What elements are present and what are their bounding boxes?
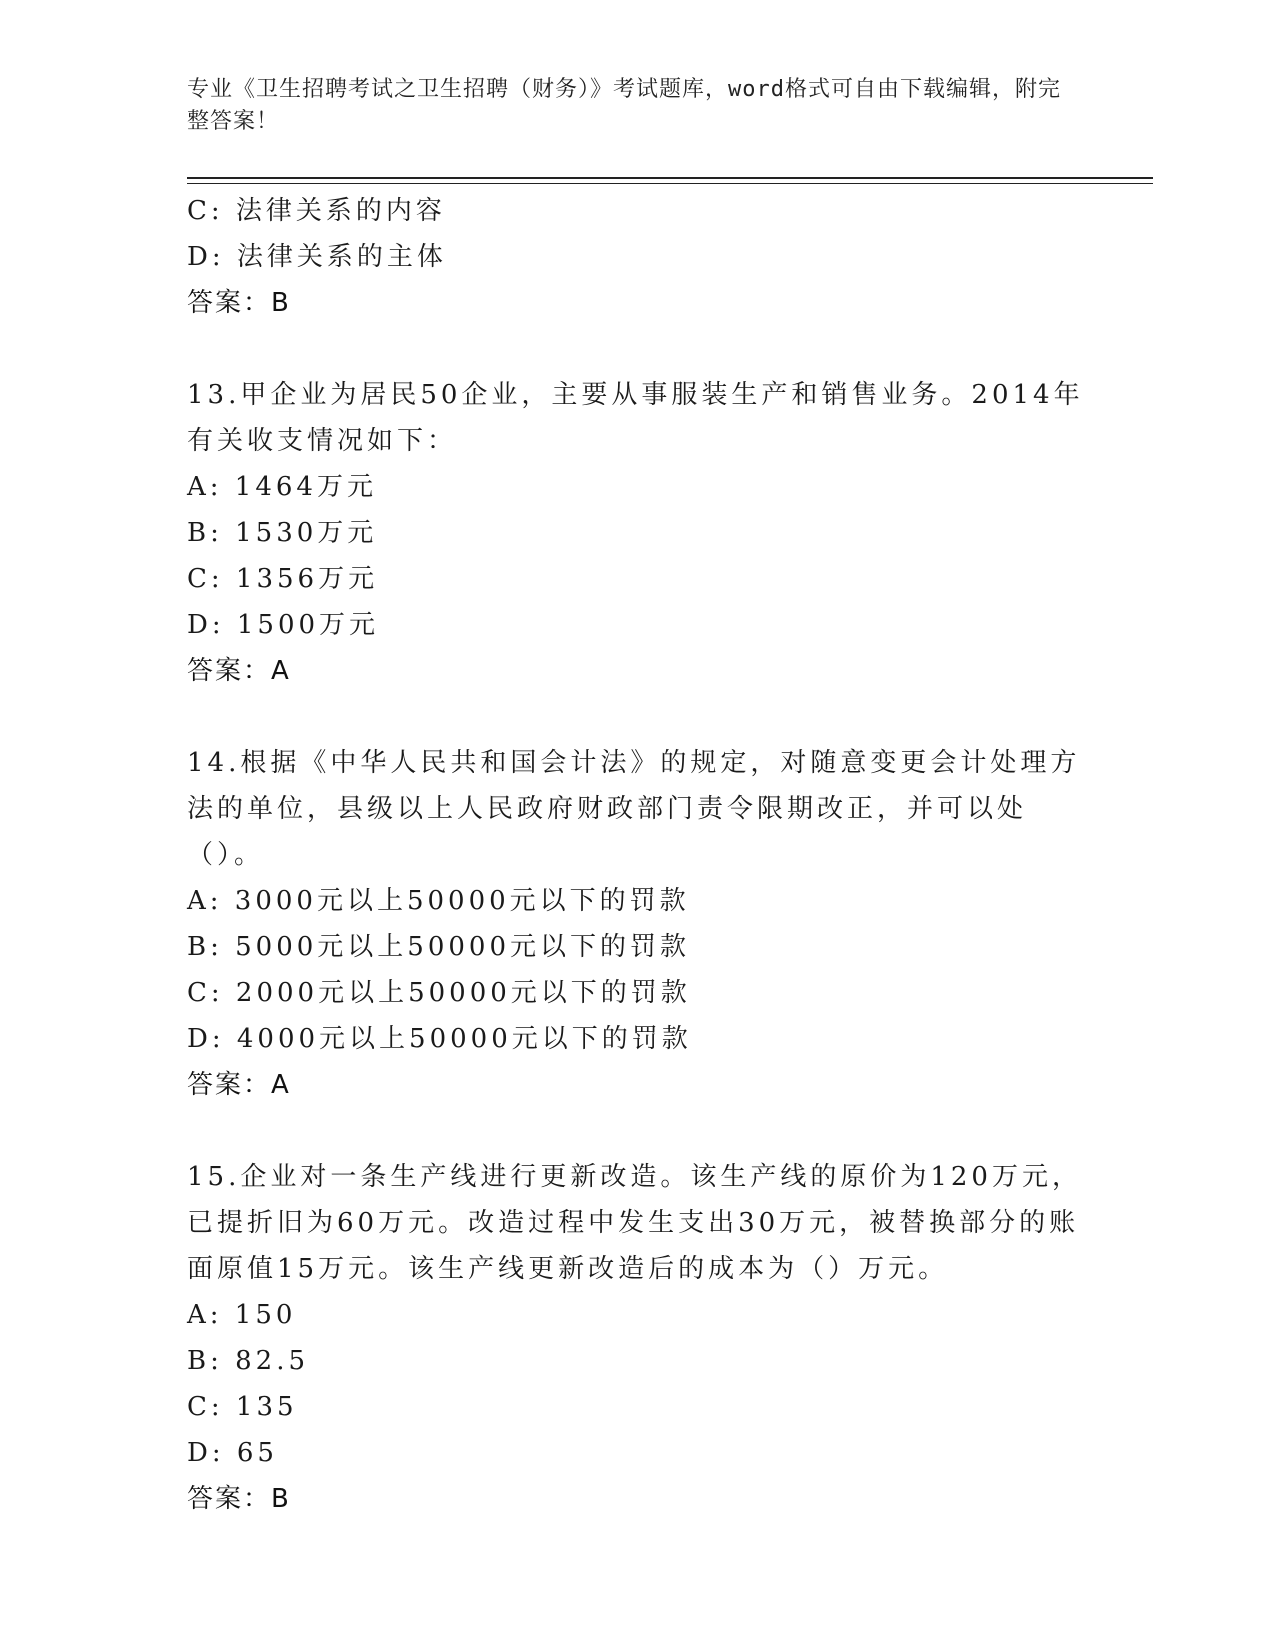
question-stem: 14.根据《中华人民共和国会计法》的规定，对随意变更会计处理方法的单位，县级以上人民政府财政部门责令限期改正，并可以处（）。 <box>187 748 1081 870</box>
option-b: B: 5000元以上50000元以下的罚款 <box>187 932 691 962</box>
question-15 <box>187 1154 1087 1522</box>
option-c: C: 1356万元 <box>187 564 379 594</box>
option-d: D: 1500万元 <box>187 610 380 640</box>
answer-line: 答案：B <box>187 1484 291 1514</box>
answer-line: 答案：B <box>187 288 291 318</box>
option-b: B: 1530万元 <box>187 518 378 548</box>
option-a: A: 150 <box>187 1300 297 1330</box>
header-rule-thick <box>187 177 1153 179</box>
question-stem: 13.甲企业为居民50企业，主要从事服装生产和销售业务。2014年有关收支情况如下： <box>187 380 1084 456</box>
option-a: A: 3000元以上50000元以下的罚款 <box>187 886 690 916</box>
question-stem: 15.企业对一条生产线进行更新改造。该生产线的原价为120万元，已提折旧为60万元。改造过程中发生支出30万元，被替换部分的账面原值15万元。该生产线更新改造后的成本为（）万元。 <box>187 1162 1082 1284</box>
option-c: C: 法律关系的内容 <box>187 196 446 226</box>
question-content <box>187 188 1087 1522</box>
option-c: C: 135 <box>187 1392 298 1422</box>
option-c: C: 2000元以上50000元以下的罚款 <box>187 978 691 1008</box>
header-rule-thin <box>187 183 1153 184</box>
option-a: A: 1464万元 <box>187 472 377 502</box>
question-13 <box>187 372 1087 694</box>
option-b: B: 82.5 <box>187 1346 310 1376</box>
answer-line: 答案：A <box>187 656 291 686</box>
spacer <box>187 326 1087 372</box>
spacer <box>187 1108 1087 1154</box>
prev-question <box>187 188 1087 326</box>
document-header: 专业《卫生招聘考试之卫生招聘（财务）》考试题库，word格式可自由下载编辑，附完整答案！ <box>187 77 1061 134</box>
option-d: D: 65 <box>187 1438 278 1468</box>
question-14 <box>187 740 1087 1108</box>
option-d: D: 法律关系的主体 <box>187 242 447 272</box>
answer-line: 答案：A <box>187 1070 291 1100</box>
spacer <box>187 694 1087 740</box>
option-d: D: 4000元以上50000元以下的罚款 <box>187 1024 692 1054</box>
